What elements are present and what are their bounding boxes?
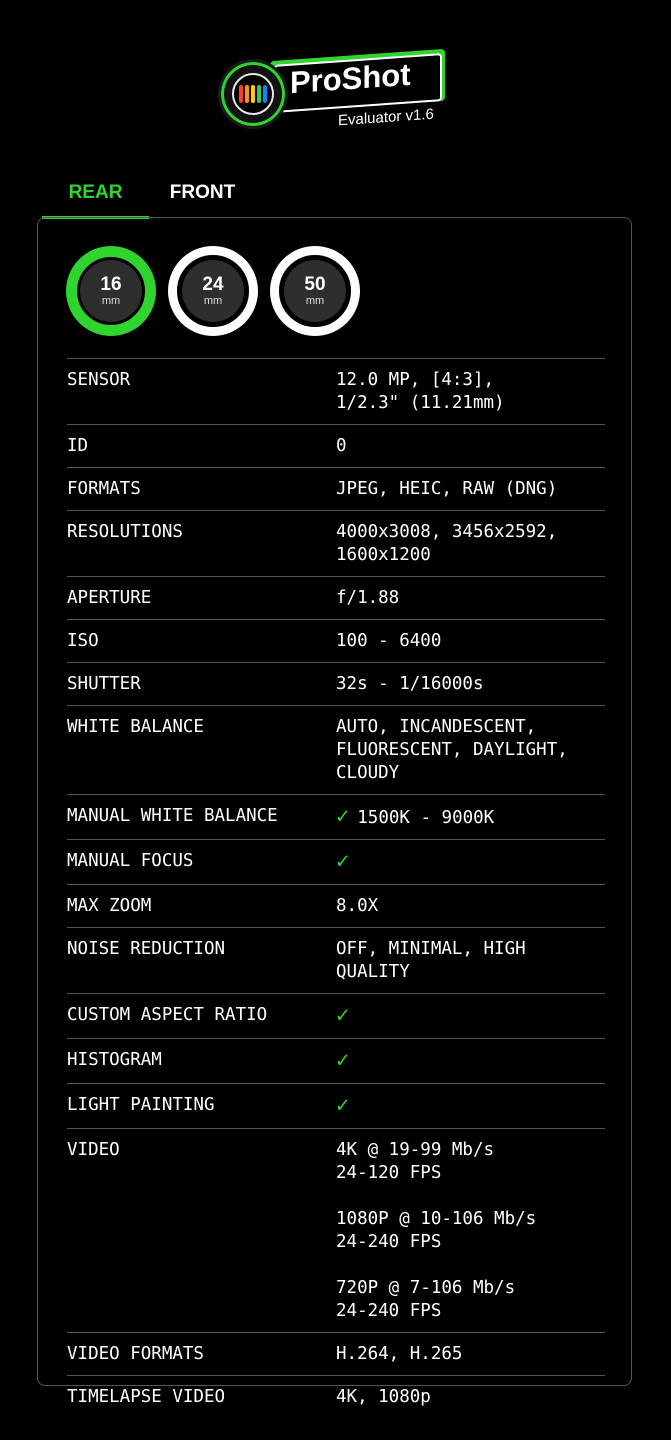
spec-value: 32s - 1/16000s (336, 674, 484, 694)
spec-row (67, 705, 605, 794)
spec-value: f/1.88 (336, 588, 400, 608)
checkmark-icon: ✓ (336, 1093, 350, 1118)
spec-label: VIDEO (67, 1140, 120, 1160)
spec-label: FORMATS (67, 479, 141, 499)
logo-bar (251, 85, 255, 103)
logo-bar (245, 85, 249, 103)
spec-value: 100 - 6400 (336, 631, 442, 651)
spec-label: ID (67, 436, 89, 456)
lens-face (284, 260, 346, 322)
spec-label: CUSTOM ASPECT RATIO (67, 1005, 268, 1025)
lens-unit: mm (305, 295, 325, 307)
spec-row (67, 993, 605, 1038)
spec-label: MAX ZOOM (67, 896, 152, 916)
spec-value: JPEG, HEIC, RAW (DNG) (336, 479, 558, 499)
spec-label: SHUTTER (67, 674, 141, 694)
spec-value-cell (336, 630, 605, 653)
spec-value-cell (336, 805, 605, 830)
spec-row (67, 794, 605, 839)
lens-button-16mm[interactable] (66, 246, 156, 336)
spec-value-cell (336, 1386, 605, 1409)
spec-value-cell (336, 716, 605, 785)
lens-focal-length: 24 (202, 274, 224, 295)
checkmark-icon: ✓ (336, 1003, 350, 1028)
tab-rear[interactable]: REAR (42, 170, 149, 219)
spec-value: 12.0 MP, [4:3], 1/2.3" (11.21mm) (336, 370, 505, 413)
spec-value: 0 (336, 436, 347, 456)
spec-row (67, 619, 605, 662)
spec-row (67, 576, 605, 619)
lens-face (182, 260, 244, 322)
logo-bar (263, 85, 267, 103)
spec-value-cell (336, 895, 605, 918)
spec-value-cell (336, 938, 605, 984)
spec-label: WHITE BALANCE (67, 717, 204, 737)
logo-color-bars (232, 73, 274, 115)
spec-row (67, 1038, 605, 1083)
spec-value-cell (336, 1139, 605, 1323)
camera-tabs (42, 170, 256, 218)
checkmark-icon: ✓ (336, 1048, 350, 1073)
spec-label: RESOLUTIONS (67, 522, 183, 542)
spec-row (67, 1083, 605, 1128)
spec-label: ISO (67, 631, 99, 651)
spec-label: TIMELAPSE VIDEO (67, 1387, 226, 1407)
spec-value-cell (336, 1094, 605, 1119)
lens-ring (71, 251, 151, 331)
lens-ring (275, 251, 355, 331)
spec-value-cell (336, 587, 605, 610)
lens-button-50mm[interactable] (270, 246, 360, 336)
spec-label: NOISE REDUCTION (67, 939, 226, 959)
spec-row (67, 1332, 605, 1375)
aperture-icon (218, 59, 288, 129)
spec-value: OFF, MINIMAL, HIGH QUALITY (336, 939, 526, 982)
spec-value-cell (336, 673, 605, 696)
lens-face (80, 260, 142, 322)
spec-value: H.264, H.265 (336, 1344, 463, 1364)
spec-row (67, 1128, 605, 1332)
spec-value-cell (336, 478, 605, 501)
logo-bar (239, 85, 243, 103)
spec-label: SENSOR (67, 370, 131, 390)
spec-row (67, 839, 605, 884)
lens-selector (66, 246, 360, 336)
spec-label: LIGHT PAINTING (67, 1095, 215, 1115)
lens-focal-length: 16 (100, 274, 122, 295)
spec-label: MANUAL FOCUS (67, 851, 194, 871)
camera-spec-card (37, 217, 632, 1407)
spec-value: 4K @ 19-99 Mb/s 24-120 FPS 1080P @ 10-106 Mb/s 24-240 FPS 720P @ 7-106 Mb/s 24-240 FPS (336, 1140, 537, 1321)
spec-value-cell (336, 850, 605, 875)
spec-row (67, 927, 605, 993)
spec-value-cell (336, 369, 605, 415)
lens-focal-length: 50 (304, 274, 326, 295)
spec-value-cell (336, 1049, 605, 1074)
spec-value: 4K, 1080p (336, 1387, 431, 1407)
checkmark-icon: ✓ (336, 804, 350, 829)
spec-value: 1500K - 9000K (357, 808, 495, 828)
spec-label: VIDEO FORMATS (67, 1344, 204, 1364)
spec-row (67, 424, 605, 467)
spec-label: MANUAL WHITE BALANCE (67, 806, 278, 826)
checkmark-icon: ✓ (336, 849, 350, 874)
spec-label: HISTOGRAM (67, 1050, 162, 1070)
app-logo (218, 55, 450, 135)
lens-unit: mm (101, 295, 121, 307)
spec-value-cell (336, 435, 605, 458)
spec-row (67, 510, 605, 576)
spec-row (67, 662, 605, 705)
logo-title: ProShot (290, 56, 411, 101)
spec-row (67, 358, 605, 424)
lens-button-24mm[interactable] (168, 246, 258, 336)
spec-value-cell (336, 1343, 605, 1366)
spec-row (67, 884, 605, 927)
spec-value: 8.0X (336, 896, 379, 916)
tab-front[interactable]: FRONT (169, 182, 236, 203)
lens-ring (173, 251, 253, 331)
spec-value: 4000x3008, 3456x2592, 1600x1200 (336, 522, 558, 565)
spec-row (67, 1375, 605, 1418)
spec-value-cell (336, 1004, 605, 1029)
spec-value: AUTO, INCANDESCENT, FLUORESCENT, DAYLIGHT, CLOUDY (336, 717, 568, 783)
spec-table (67, 358, 605, 1418)
logo-subtitle: Evaluator v1.6 (338, 105, 434, 130)
spec-value-cell (336, 521, 605, 567)
lens-unit: mm (203, 295, 223, 307)
spec-label: APERTURE (67, 588, 152, 608)
spec-row (67, 467, 605, 510)
logo-bar (257, 85, 261, 103)
